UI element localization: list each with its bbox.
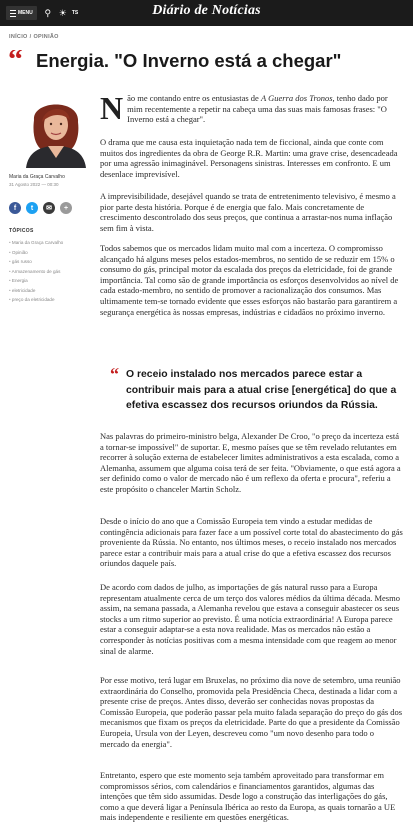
book-title: A Guerra dos Tronos — [260, 93, 333, 103]
email-icon[interactable]: ✉ — [43, 202, 55, 214]
author-name[interactable]: Maria da Graça Carvalho — [9, 174, 65, 180]
publish-date: 31 Agosto 2022 — 00:30 — [9, 182, 59, 187]
breadcrumb: INÍCIO / OPINIÃO — [9, 34, 59, 40]
quote-mark-icon: “ — [8, 50, 20, 72]
article-paragraph: Por esse motivo, terá lugar em Bruxelas, no próximo dia nove de setembro, uma reunião extraordinária do Conselho, promovida pela Presidência Checa, destinada a lidar com a presente crise de preços. Antes disso, deverão ser conhecidas novas propostas da Comissão Europeia, que poderão passar pela muito falada separação do preço do gás dos mecanismos que fixam os preços da eletricidade. Parte do que a presidente da Comissão Europeia, Ursula von der Leyen, descreveu como "um novo desenho para todo o mercado da energia". — [100, 675, 403, 749]
topic-link[interactable]: • Opinião — [9, 248, 85, 258]
breadcrumb-home[interactable]: INÍCIO — [9, 34, 28, 40]
twitter-icon[interactable]: t — [26, 202, 38, 214]
topic-link[interactable]: • preço da eletricidade — [9, 295, 85, 305]
topics-heading: TÓPICOS — [9, 228, 34, 234]
topics-list — [9, 238, 85, 305]
hamburger-icon — [10, 10, 16, 17]
menu-button[interactable] — [6, 6, 37, 20]
top-navigation-bar — [0, 0, 413, 26]
search-icon[interactable]: ⚲ — [44, 7, 52, 18]
article-paragraph: Não me contando entre os entusiastas de A Guerra dos Tronos, tenho dado por mim recentemente a repetir na cabeça uma das suas mais famosas frases: "O Inverno está a chegar". — [100, 90, 388, 126]
article-paragraph: Entretanto, espero que este momento seja também aproveitado para transformar em compromissos sérios, com calendários e financiamentos garantidos, algumas das intenções que têm sido assumidas. Desde logo a construção das interligações do gás, como a que deverá ligar a Península Ibérica ao resto da Europa, as quais tornarão a UE mais independente e resiliente em questões energéticas. — [100, 770, 396, 823]
facebook-icon[interactable]: f — [9, 202, 21, 214]
topic-link[interactable]: • Maria da Graça Carvalho — [9, 238, 85, 248]
site-logo[interactable]: Diário de Notícias — [152, 3, 261, 18]
more-icon[interactable]: + — [60, 202, 72, 214]
pull-quote-text: O receio instalado nos mercados parece estar a contribuir mais para a atual crise [energética] do que a efetiva escassez dos recursos oriundos da Rússia. — [126, 369, 397, 411]
sun-icon[interactable]: ☀ — [58, 7, 67, 18]
headline — [8, 50, 341, 72]
menu-label: MENU — [18, 10, 33, 16]
article-paragraph: Nas palavras do primeiro-ministro belga, Alexander De Croo, "o preço da incerteza está a tornar-se impossível" de suportar. E, mesmo países que se têm revelado relutantes em recorrer à solução externa de estabelecer limites administrativos a esta escalada, como a Alemanha, assumem que alguma coisa terá de ser feita. "Obviamente, o que está agora a ser definido como o valor de mercado não é um reflexo da oferta e procura", referiu a este propósito o chanceler Martin Scholz. — [100, 431, 401, 494]
topic-link[interactable]: • Armazenamento de gás — [9, 267, 85, 277]
pull-quote-mark-icon: “ — [110, 364, 117, 384]
topic-link[interactable]: • eletricidade — [9, 286, 85, 296]
topic-link[interactable]: • Energia — [9, 276, 85, 286]
share-bar — [9, 202, 72, 214]
article-paragraph: Todos sabemos que os mercados lidam muito mal com a incerteza. O compromisso alcançado há alguns meses pelos estados-membros, no sentido de se reduzir em 15% o consumo do gás, principal motor da escalada dos preços da eletricidade, foi de grande importância. Tal como são de grande importância os esforços desenvolvidos ao nível de cada estado-membro, no sentido de promover a racionalização dos consumos. Mas ultimamente tem-se tornado evidente que esses esforços não bastarão para garantirem a segurança energética às nossas empresas, indústrias e cidadãos no próximo inverno. — [100, 243, 399, 317]
article-title: Energia. "O Inverno está a chegar" — [36, 50, 342, 71]
breadcrumb-section[interactable]: OPINIÃO — [33, 34, 59, 40]
article-paragraph: A imprevisibilidade, desejável quando se trata de entretenimento televisivo, é mesmo a pior parte desta história. Porque é de energia que falo. Mais concretamente de crescimento descontrolado dos seus preços, que continua a arrastar-nos numa inflação sem fim à vista. — [100, 191, 396, 233]
ts-badge[interactable]: TS — [71, 10, 79, 16]
drop-cap: N — [100, 90, 124, 126]
author-avatar — [20, 92, 92, 168]
pull-quote — [110, 364, 404, 414]
article-paragraph: O drama que me causa esta inquietação nada tem de ficcional, ainda que conte com muitos dos ingredientes da obra de George R.R. Martin: uma grave crise, desencadeada por uma agressão inimaginável. Personagens sinistras. Interesses em confronto. E um desenlace imprevisível. — [100, 137, 398, 179]
article-paragraph: De acordo com dados de julho, as importações de gás natural russo para a Europa representam atualmente cerca de um terço dos valores médios da última década. Mesmo assim, na semana passada, a Alemanha revelou que estava a conseguir abastecer os seus stocks a um ritmo superior ao previsto. É uma notícia extraordinária! A Europa parece estar a conseguir adaptar-se a esta nova realidade. Mas os mercados não estão a corresponder às notícias positivas com a mesma intensidade com que reagem ao menor sinal de alarme. — [100, 582, 400, 656]
article-paragraph: Desde o início do ano que a Comissão Europeia tem vindo a estudar medidas de contingência adicionais para fazer face a um possível corte total do abastecimento do gás proveniente da Rússia. No entanto, nos últimos meses, o receio instalado nos mercados parece estar a contribuir mais para a atual crise do que a efetiva escassez dos recursos oriundos daquele país. — [100, 516, 403, 569]
topic-link[interactable]: • gás russo — [9, 257, 85, 267]
